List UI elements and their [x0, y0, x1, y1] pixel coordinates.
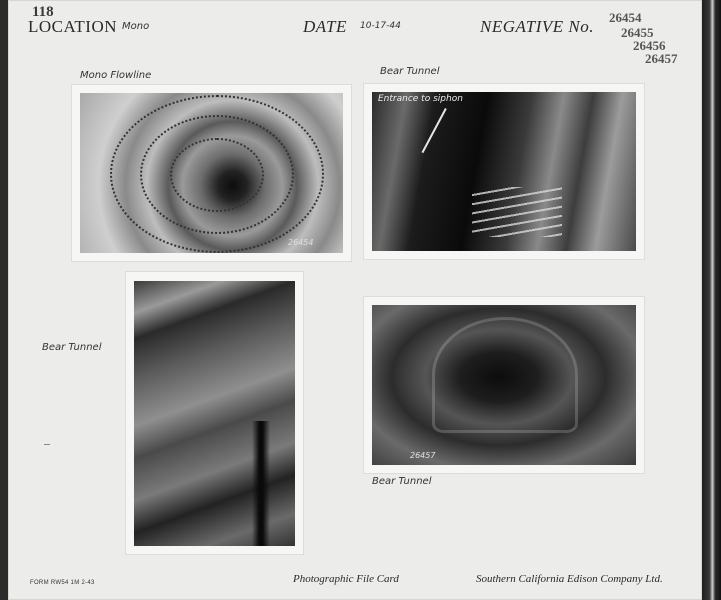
photo-number: 26454	[288, 238, 314, 247]
card-edge	[702, 0, 721, 600]
card-title: Photographic File Card	[293, 573, 399, 585]
photo-caption: Bear Tunnel	[42, 342, 102, 353]
company-name: Southern California Edison Company Ltd.	[476, 573, 663, 585]
tunnel-steps	[472, 187, 562, 237]
tunnel-arch	[432, 317, 578, 433]
photo-annotation: Entrance to siphon	[378, 94, 463, 104]
form-number: FORM RW54 1M 2-43	[30, 580, 95, 586]
rock-crack	[252, 421, 270, 546]
photo-caption: Bear Tunnel	[372, 476, 432, 487]
photo-caption: Mono Flowline	[80, 70, 152, 81]
photo-flowline-pipe	[80, 93, 343, 253]
negative-number: 26456	[633, 38, 666, 53]
location-label: LOCATION	[28, 17, 117, 36]
card-number: 118	[32, 4, 54, 20]
date-label: DATE	[303, 17, 347, 36]
negative-label: NEGATIVE No.	[480, 17, 594, 36]
photo-tunnel-siphon-entrance	[372, 92, 636, 251]
divider	[44, 444, 50, 445]
location-value: Mono	[122, 21, 150, 32]
negative-number: 26455	[621, 25, 654, 40]
pipe-ring	[170, 138, 264, 212]
photo-caption: Bear Tunnel	[380, 66, 440, 77]
negative-number: 26454	[609, 10, 642, 25]
photo-tunnel-interior	[372, 305, 636, 465]
negative-number: 26457	[645, 51, 678, 66]
date-value: 10-17-44	[360, 21, 401, 31]
photo-tunnel-rock-wall	[134, 281, 295, 546]
photo-number: 26457	[410, 451, 436, 460]
